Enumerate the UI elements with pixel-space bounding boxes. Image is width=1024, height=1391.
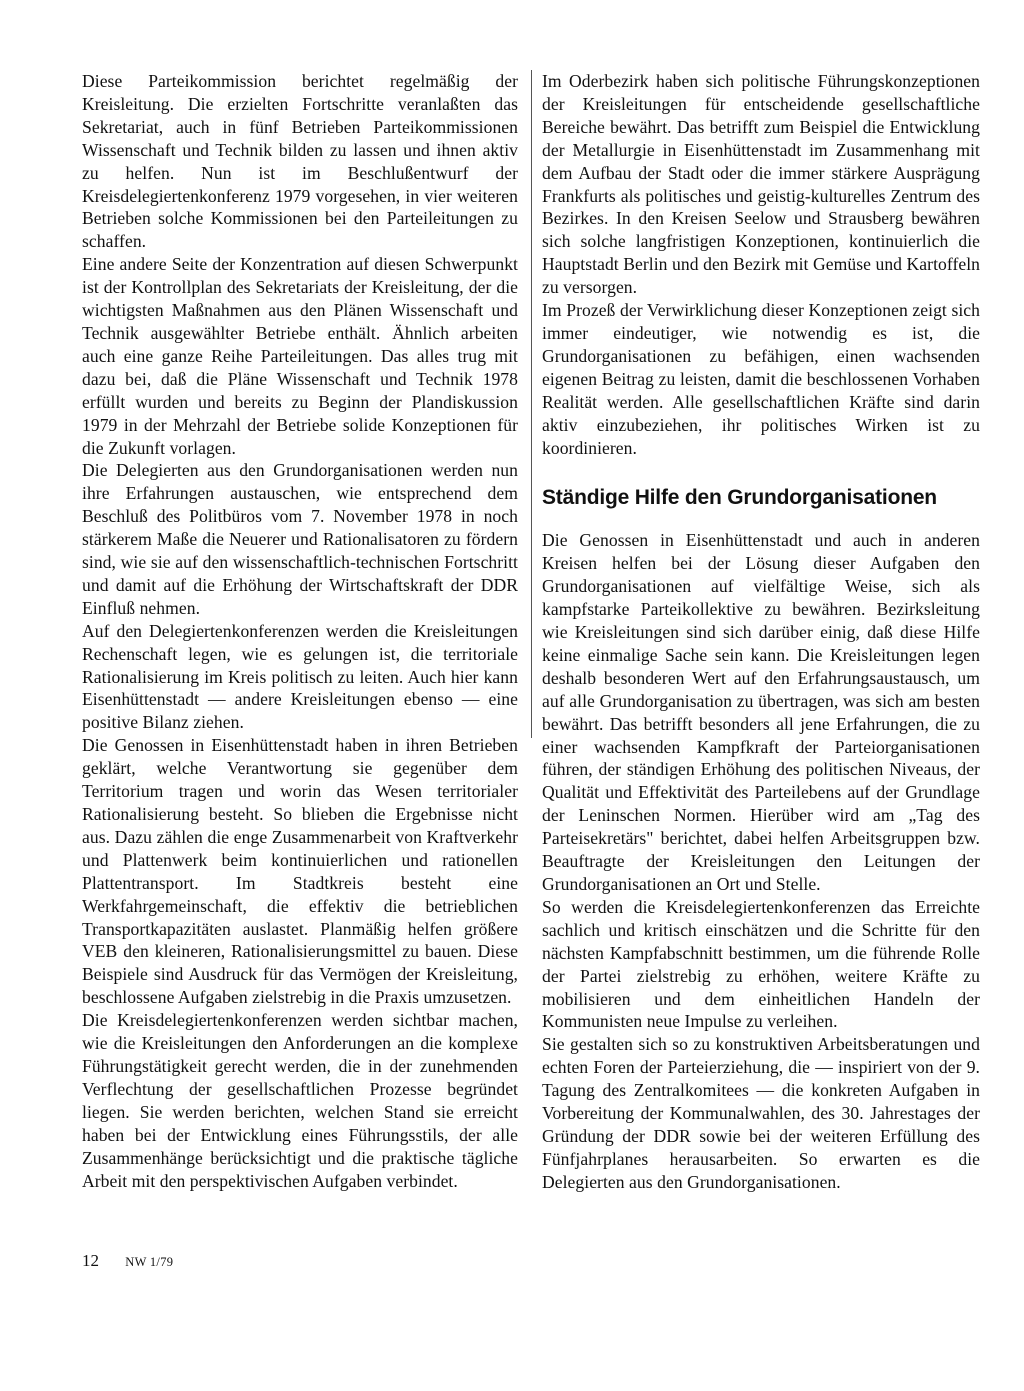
paragraph: Die Kreisdelegiertenkonferenzen werden sichtbar machen, wie die Kreisleitungen den Anforderungen an die komplexe Führungstätigkeit gerecht werden, die in der zunehmenden Verflechtung der gesellschaftlichen Prozesse begründet liegen. Sie werden berichten, welchen Stand sie erreicht haben bei der Entwicklung eines Führungsstils, der alle Zusammenhänge berücksichtigt und die praktische tägliche Arbeit mit den perspektivischen Aufgaben verbindet. (82, 1010, 518, 1191)
paragraph: Diese Parteikommission berichtet regelmäßig der Kreisleitung. Die erzielten Fortschritte veranlaßten das Sekretariat, auch in fünf Betrieben Parteikommissionen Wissenschaft und Technik bilden zu lassen und ihnen aktiv zu helfen. Nun ist im Beschlußentwurf der Kreisdelegiertenkonferenz 1979 vorgesehen, in vier weiteren Betrieben solche Kommissionen bei den Parteileitungen zu schaffen. (82, 71, 518, 252)
page-number: 12 (82, 1251, 99, 1270)
paragraph: So werden die Kreisdelegiertenkonferenzen das Erreichte sachlich und kritisch einschätzen und die Schritte für den nächsten Kampfabschnitt bestimmen, um die führende Rolle der Partei zielstrebig zu erhöhen, weitere Kräfte zu mobilisieren und dem einheitlichen Handeln der Kommunisten neue Impulse zu verleihen. (542, 896, 980, 1032)
paragraph: Die Delegierten aus den Grundorganisationen werden nun ihre Erfahrungen austauschen, wie entsprechend dem Beschluß des Politbüros vom 7. November 1978 in noch stärkerem Maße die Neuerer und Rationalisatoren zu fördern sind, wie sie auf den wissenschaftlich-technischen Fortschritt und damit auf die Erhöhung der Wirtschaftskraft der DDR Einfluß nehmen. (82, 460, 518, 618)
section-heading: Ständige Hilfe den Grundorganisationen (542, 486, 937, 510)
paragraph: Auf den Delegiertenkonferenzen werden die Kreisleitungen Rechenschaft legen, wie es gelungen ist, die territoriale Rationalisierung im Kreis politisch zu leiten. Auch hier kann Eisenhüttenstadt — andere Kreisleitungen ebenso — eine positive Bilanz ziehen. (82, 620, 518, 733)
paragraph: Im Prozeß der Verwirklichung dieser Konzeptionen zeigt sich immer eindeutiger, wie notwendig es ist, die Grundorganisationen zu befähigen, einen wachsenden eigenen Beitrag zu leisten, damit die beschlossenen Vorhaben Realität werden. Alle gesellschaftlichen Kräfte sind darin aktiv einzubeziehen, ihr politisches Wirken ist zu koordinieren. (542, 300, 980, 458)
paragraph: Die Genossen in Eisenhüttenstadt und auch in anderen Kreisen helfen bei der Lösung dieser Aufgaben den Grundorganisationen auf vielfältige Weise, sich als kampfstarke Parteikollektive zu bewähren. Bezirksleitung wie Kreisleitungen sind sich darüber einig, daß diese Hilfe keine einmalige Sache sein kann. Die Kreisleitungen legen deshalb besonderen Wert auf den Erfahrungsaustausch, um auf alle Grundorganisation zu übertragen, was sich am besten bewährt. Das betrifft besonders all jene Erfahrungen, die zu einer wachsenden Kampfkraft der Parteiorganisationen führen, der ständigen Erhöhung des politischen Niveaus, der Qualität und Effektivität des Parteilebens auf der Grundlage der Leninschen Normen. Hierüber wird am „Tag des Parteisekretärs" berichtet, dabei helfen Arbeitsgruppen bzw. Beauftragte der Kreisleitungen den Leitungen der Grundorganisationen an Ort und Stelle. (542, 530, 980, 894)
right-column (542, 70, 980, 1194)
left-column (82, 70, 518, 1192)
paragraph: Die Genossen in Eisenhüttenstadt haben in ihren Betrieben geklärt, welche Verantwortung sie gegenüber dem Territorium tragen und worin das Wesen territorialer Rationalisierung besteht. So blieben die Ergebnisse nicht aus. Dazu zählen die enge Zusammenarbeit von Kraftverkehr und Plattenwerk beim kontinuierlichen und rationellen Plattentransport. Im Stadtkreis besteht eine Werkfahrgemeinschaft, die effektiv die betrieblichen Transportkapazitäten auslastet. Planmäßig helfen größere VEB den kleineren, Rationalisierungsmittel zu bauen. Diese Beispiele sind Ausdruck für das Vermögen der Kreisleitung, beschlossene Aufgaben zielstrebig in die Praxis umzusetzen. (82, 735, 518, 1008)
paragraph: Sie gestalten sich so zu konstruktiven Arbeitsberatungen und echten Foren der Parteierziehung, die — inspiriert von der 9. Tagung des Zentralkomitees — die konkreten Aufgaben in Vorbereitung der Kommunalwahlen, des 30. Jahrestages der Gründung der DDR sowie bei der weiteren Erfüllung des Fünfjahrplanes herausarbeiten. So erwarten es die Delegierten aus den Grundorganisationen. (542, 1034, 980, 1192)
page-footer (82, 1251, 173, 1272)
source-reference: NW 1/79 (125, 1255, 174, 1269)
paragraph: Eine andere Seite der Konzentration auf diesen Schwerpunkt ist der Kontrollplan des Sekretariats der Kreisleitung, der die wichtigsten Maßnahmen aus den Plänen Wissenschaft und Technik ausgewählter Betriebe enthält. Ähnlich arbeiten auch eine ganze Reihe Parteileitungen. Das alles trug mit dazu bei, daß die Pläne Wissenschaft und Technik 1978 erfüllt wurden und bereits zu Beginn der Plandiskussion 1979 in der Mehrzahl der Betriebe solide Konzeptionen für die Zukunft vorlagen. (82, 254, 518, 458)
paragraph: Im Oderbezirk haben sich politische Führungskonzeptionen der Kreisleitungen für entscheidende gesellschaftliche Bereiche bewährt. Das betrifft zum Beispiel die Entwicklung der Metallurgie in Eisenhüttenstadt im Zusammenhang mit dem Aufbau der Stadt oder die immer stärkere Ausprägung Frankfurts als politisches und geistig-kulturelles Zentrum des Bezirkes. In den Kreisen Seelow und Strausberg bewähren sich solche langfristigen Konzeptionen, kontinuierlich die Hauptstadt Berlin und den Bezirk mit Gemüse und Kartoffeln zu versorgen. (542, 71, 980, 298)
column-divider (531, 70, 532, 738)
